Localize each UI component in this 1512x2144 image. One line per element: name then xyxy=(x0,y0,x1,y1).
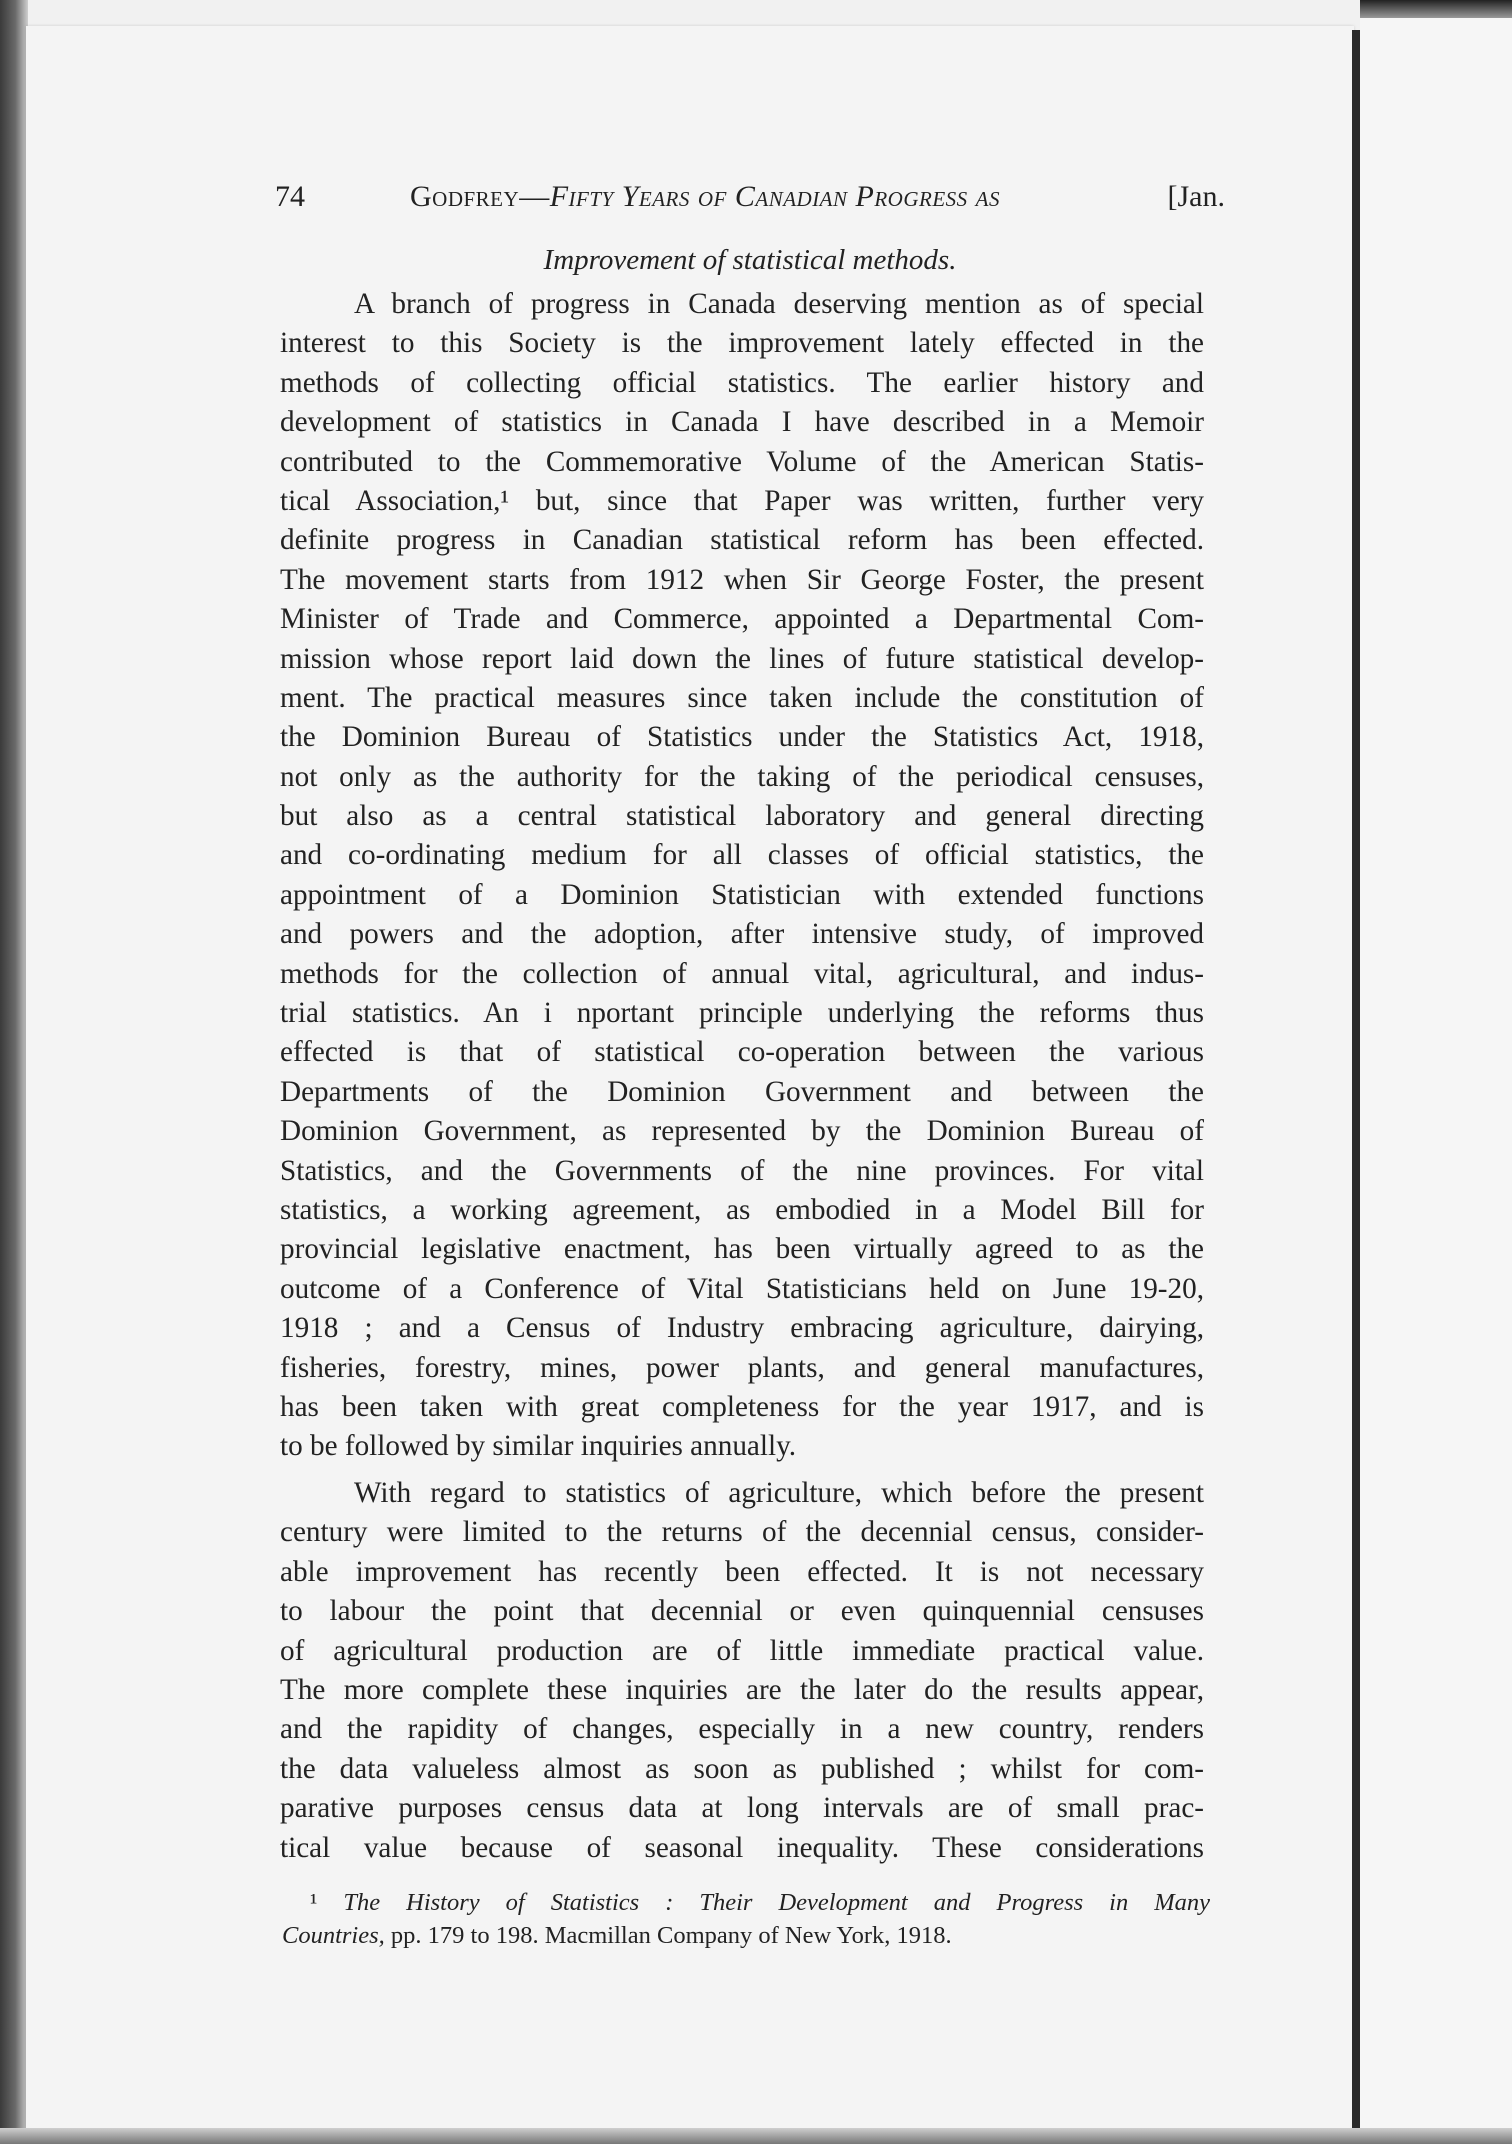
text-line: of agricultural production are of little immediate practical value. xyxy=(280,1634,1204,1667)
footnote-citation-title-cont: Countries, xyxy=(282,1922,385,1949)
footnote-marker: ¹ xyxy=(310,1889,318,1916)
text-line: contributed to the Commemorative Volume of the American Statis- xyxy=(280,445,1204,478)
text-line: to labour the point that decennial or even quinquennial censuses xyxy=(280,1595,1204,1628)
text-line: Dominion Government, as represented by the Dominion Bureau of xyxy=(280,1115,1204,1148)
text-line: methods of collecting official statistics. The earlier history and xyxy=(280,366,1204,399)
text-line: fisheries, forestry, mines, power plants, and general manufactures, xyxy=(280,1351,1204,1384)
text-line: trial statistics. An i nportant principle underlying the reforms thus xyxy=(280,997,1204,1030)
text-line: Minister of Trade and Commerce, appointed a Departmental Com- xyxy=(280,603,1204,636)
scan-bottom-shadow xyxy=(0,2128,1512,2144)
text-line: The more complete these inquiries are the later do the results appear, xyxy=(280,1673,1204,1706)
text-line: and co-ordinating medium for all classes of official statistics, the xyxy=(280,839,1204,872)
text-line: methods for the collection of annual vital, agricultural, and indus- xyxy=(280,957,1204,990)
text-line: With regard to statistics of agriculture, which before the present xyxy=(354,1477,1204,1509)
text-line: mission whose report laid down the lines of future statistical develop- xyxy=(280,642,1204,675)
text-line: but also as a central statistical laboratory and general directing xyxy=(280,800,1204,833)
footnote-line xyxy=(282,1886,1210,1919)
facing-page-edge xyxy=(1360,0,1512,2144)
paragraph-2 xyxy=(280,1474,1204,1868)
header-issue: [Jan. xyxy=(1167,180,1225,213)
text-line: able improvement has recently been effected. It is not necessary xyxy=(280,1555,1204,1588)
page-number: 74 xyxy=(275,180,305,213)
header-author: Godfrey xyxy=(410,180,520,213)
text-line: not only as the authority for the taking of the periodical censuses, xyxy=(280,760,1204,793)
binding-shadow-left xyxy=(0,0,28,2144)
text-line: to be followed by similar inquiries annually. xyxy=(280,1430,797,1463)
text-line: parative purposes census data at long intervals are of small prac- xyxy=(280,1792,1204,1825)
page-gutter-edge xyxy=(1352,30,1360,2130)
text-line: and powers and the adoption, after intensive study, of improved xyxy=(280,918,1204,951)
text-line: century were limited to the returns of the decennial census, consider- xyxy=(280,1516,1204,1549)
text-line: Statistics, and the Governments of the nine provinces. For vital xyxy=(280,1154,1204,1187)
text-line: outcome of a Conference of Vital Statisticians held on June 19-20, xyxy=(280,1272,1204,1305)
text-line: statistics, a working agreement, as embodied in a Model Bill for xyxy=(280,1193,1204,1226)
text-line: ment. The practical measures since taken include the constitution of xyxy=(280,681,1204,714)
footnote-citation-details: pp. 179 to 198. Macmillan Company of New York, 1918. xyxy=(384,1922,952,1949)
paragraph-1 xyxy=(280,285,1204,1467)
footnote-line xyxy=(282,1919,1210,1952)
section-heading: Improvement of statistical methods. xyxy=(543,244,957,276)
text-line: development of statistics in Canada I have described in a Memoir xyxy=(280,406,1204,439)
text-line: interest to this Society is the improvement lately effected in the xyxy=(280,327,1204,360)
header-dash: — xyxy=(519,180,550,213)
text-line: A branch of progress in Canada deserving mention as of special xyxy=(354,288,1204,320)
running-header xyxy=(275,180,1225,224)
header-title: Fifty Years of Canadian Progress as xyxy=(549,180,1000,213)
text-line: and the rapidity of changes, especially in a new country, renders xyxy=(280,1713,1204,1746)
text-line: the Dominion Bureau of Statistics under the Statistics Act, 1918, xyxy=(280,721,1204,754)
running-header-text xyxy=(410,180,1000,214)
text-line: provincial legislative enactment, has been virtually agreed to as the xyxy=(280,1233,1204,1266)
text-line: has been taken with great completeness for the year 1917, and is xyxy=(280,1390,1204,1423)
scan-top-corner-shadow xyxy=(1360,0,1512,18)
text-line: appointment of a Dominion Statistician with extended functions xyxy=(280,878,1204,911)
text-line: the data valueless almost as soon as published ; whilst for com- xyxy=(280,1752,1204,1785)
text-line: effected is that of statistical co-operation between the various xyxy=(280,1036,1204,1069)
text-line: The movement starts from 1912 when Sir George Foster, the present xyxy=(280,563,1204,596)
text-line: Departments of the Dominion Government and between the xyxy=(280,1075,1204,1108)
text-line: tical value because of seasonal inequality. These considerations xyxy=(280,1831,1204,1864)
text-line: tical Association,¹ but, since that Paper was written, further very xyxy=(280,484,1204,517)
text-line: 1918 ; and a Census of Industry embracing agriculture, dairying, xyxy=(280,1312,1204,1345)
footnote xyxy=(282,1886,1210,1952)
footnote-citation-title: The History of Statistics : Their Development and Progress in Many xyxy=(343,1889,1211,1916)
text-line: definite progress in Canadian statistical reform has been effected. xyxy=(280,524,1204,557)
